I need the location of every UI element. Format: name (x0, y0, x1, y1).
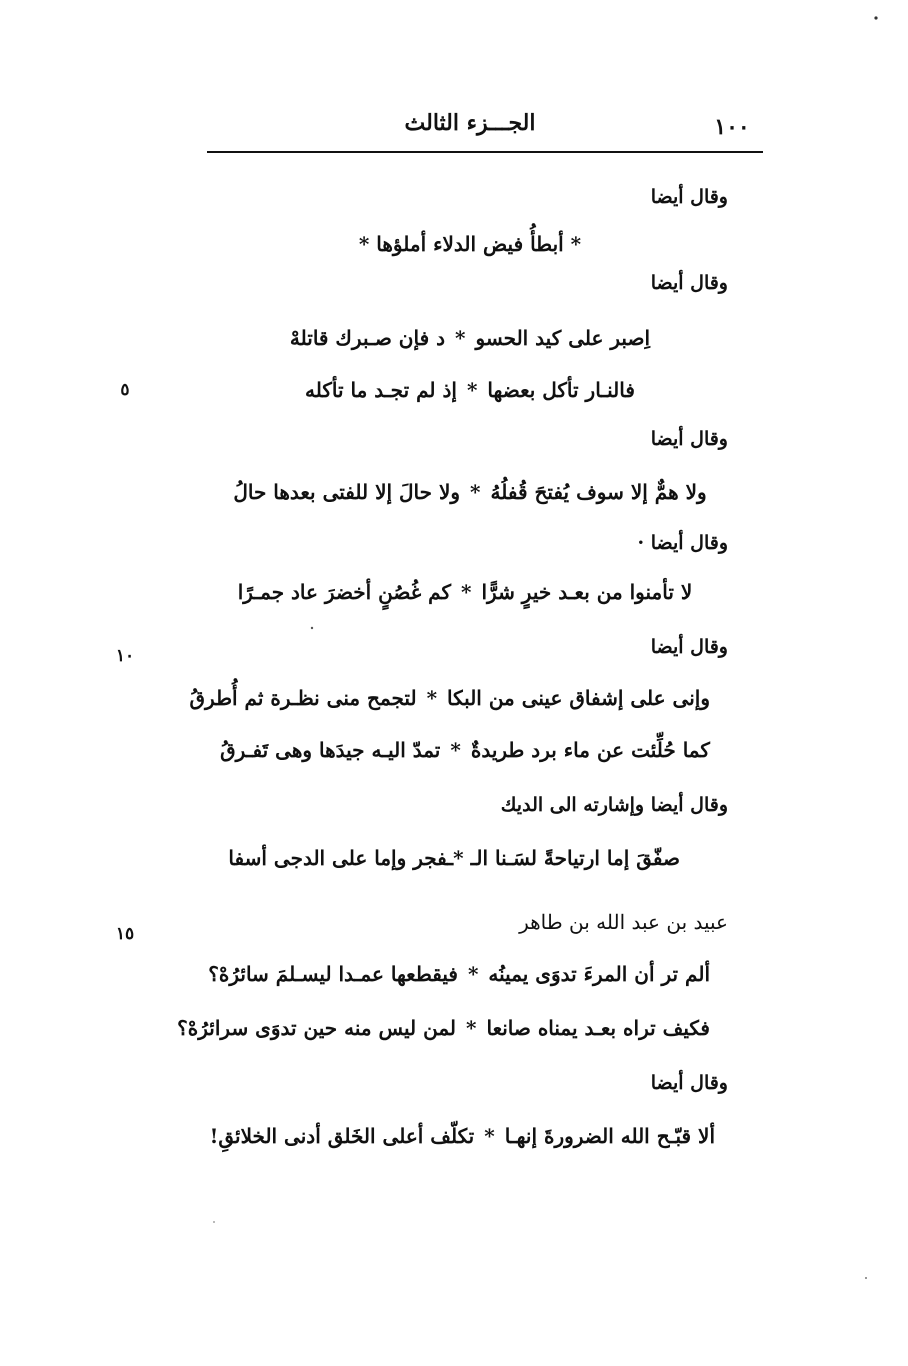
verse-first-hemistich: فالنـار تأكل بعضها (487, 378, 635, 402)
verse-separator: * (466, 378, 478, 402)
page-number: ١٠٠ (714, 114, 750, 140)
verse-second-hemistich: لمن ليس منه حين تدوَى سرائرُهْ؟ (177, 1016, 456, 1040)
section-heading: وقال أيضا · (637, 532, 728, 554)
line-number-margin: ١٥ (115, 924, 135, 944)
verse-first-hemistich: اِصبر على كيد الحسو (475, 326, 650, 350)
section-heading: وقال أيضا (650, 1072, 728, 1094)
section-heading: وقال أيضا (650, 272, 728, 294)
line-number-margin: ٥ (120, 380, 130, 400)
verse-first-hemistich: وإنى على إشفاق عينى من البكا (447, 686, 710, 710)
running-header-title: الجـــزء الثالث (404, 110, 536, 136)
verse-second-hemistich: إذ لم تجـد ما تأكله (305, 378, 457, 402)
line-number-margin: ١٠ (115, 646, 135, 666)
verse-separator: * (461, 580, 472, 604)
verse-separator: * (467, 962, 479, 986)
verse-first-hemistich: لا تأمنوا من بعـد خيرٍ شرًّا (481, 580, 693, 604)
poet-name-heading: عبيد بن عبد الله بن طاهر (519, 910, 728, 934)
verse-separator: * (466, 1016, 477, 1040)
verse-second-hemistich: تمدّ اليـه جيدَها وهى تَفـرقُ (220, 738, 441, 762)
section-heading: وقال أيضا (650, 428, 728, 450)
verse-separator: * (450, 738, 461, 762)
verse-second-hemistich: ولا حالَ إلا للفتى بعدها حالُ (233, 480, 461, 504)
verse-line: صفّقَ إما ارتياحةً لسَـنا الـ *ـفجر وإما على الدجى أسفا (228, 846, 680, 870)
verse-second-hemistich: تكلّف أعلى الخَلق أدنى الخلائقِ! (209, 1124, 475, 1148)
verse-line: * أبطأُ فيض الدلاء أملؤها * (358, 232, 582, 256)
verse-first-hemistich: كما حُلِّئت عن ماء برد طريدةٌ (470, 738, 710, 762)
section-heading: وقال أيضا (650, 636, 728, 658)
verse-first-hemistich: فكيف تراه بعـد يمناه صانعا (486, 1016, 710, 1040)
verse-separator: * (426, 686, 438, 710)
verse-first-hemistich: ولا همٌّ إلا سوف يُفتحَ قُفلُهُ (490, 480, 707, 504)
verse-separator: * (455, 326, 466, 350)
verse-second-hemistich: فيقطعها عمـدا ليسـلمَ سائرُهْ؟ (208, 962, 458, 986)
verse-second-hemistich: كم غُصُنٍ أخضرَ عاد جمـرًا (237, 580, 452, 604)
verse-separator: * (484, 1124, 495, 1148)
verse-first-hemistich: ألا قبّـح الله الضرورةَ إنهـا (504, 1124, 715, 1148)
section-heading: وقال أيضا وإشارته الى الديك (500, 794, 728, 816)
verse-first-hemistich: ألم تر أن المرءَ تدوَى يمينُه (488, 962, 710, 986)
verse-separator: * (470, 480, 481, 504)
section-heading: وقال أيضا (650, 186, 728, 208)
verse-second-hemistich: لتجمح منى نظـرة ثم أُطرقُ (189, 686, 417, 710)
verse-second-hemistich: د فإن صـبرك قاتلهْ (289, 326, 446, 350)
